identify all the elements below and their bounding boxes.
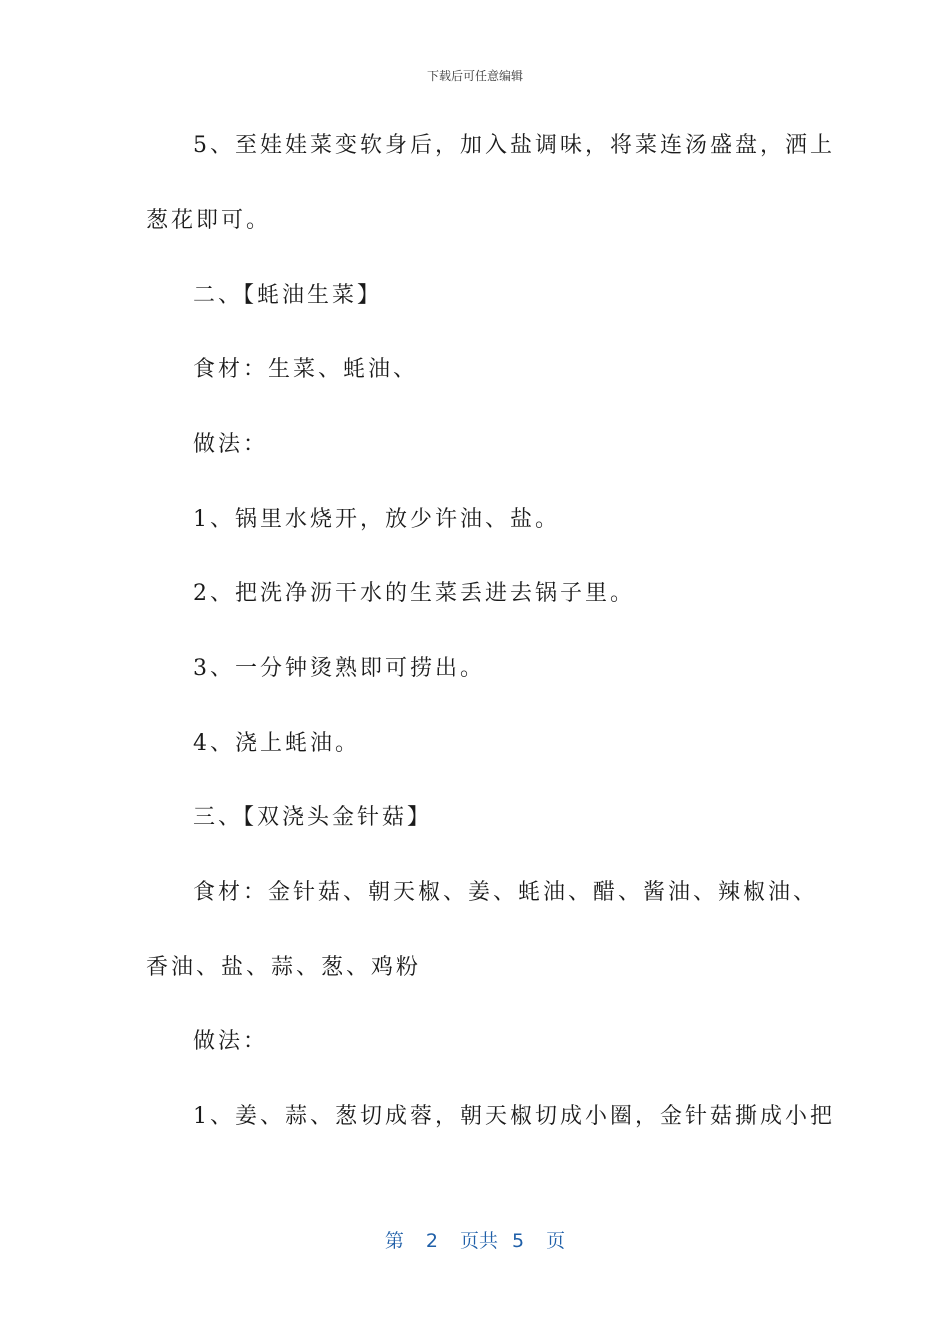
footer-page-number: 2 <box>425 1230 438 1252</box>
step-line: 4、浇上蚝油。 <box>193 731 360 756</box>
step-line: 1、姜、蒜、葱切成蓉，朝天椒切成小圈，金针菇撕成小把 <box>193 1104 835 1129</box>
paragraph-line: 5、至娃娃菜变软身后，加入盐调味，将菜连汤盛盘，洒上 <box>193 133 835 158</box>
ingredients-line: 食材：金针菇、朝天椒、姜、蚝油、醋、酱油、辣椒油、 <box>193 880 819 905</box>
paragraph-line: 葱花即可。 <box>146 208 272 233</box>
step-line: 1、锅里水烧开，放少许油、盐。 <box>193 507 560 532</box>
page-header: 下载后可任意编辑 <box>426 69 523 83</box>
step-line: 3、一分钟烫熟即可捞出。 <box>193 656 485 681</box>
method-label: 做法： <box>193 1029 269 1054</box>
step-line: 2、把洗净沥干水的生菜丢进去锅子里。 <box>193 581 635 606</box>
section-heading: 三、【双浇头金针菇】 <box>193 805 433 830</box>
ingredients-line: 食材：生菜、蚝油、 <box>193 357 419 382</box>
ingredients-line: 香油、盐、蒜、葱、鸡粉 <box>146 955 422 980</box>
section-heading: 二、【蚝油生菜】 <box>193 283 383 308</box>
footer-prefix: 第 <box>384 1230 404 1252</box>
page-footer <box>0 1226 950 1253</box>
method-label: 做法： <box>193 432 269 457</box>
footer-middle: 页共 <box>459 1230 498 1252</box>
footer-total-pages: 5 <box>512 1230 525 1252</box>
footer-suffix: 页 <box>546 1230 566 1252</box>
